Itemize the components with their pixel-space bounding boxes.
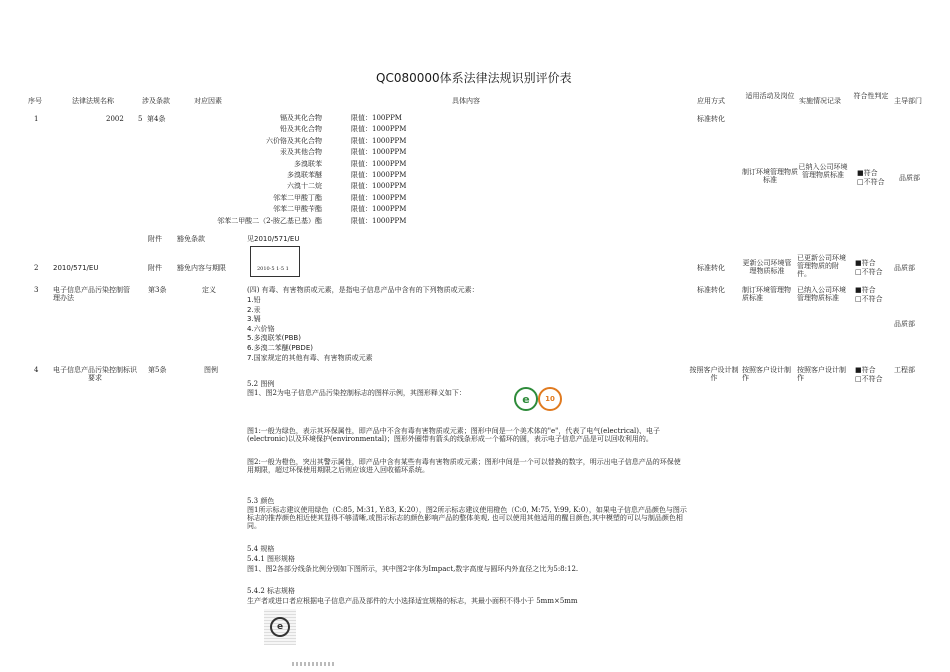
row4-clause: 第5条 [148,366,167,374]
row3-list-item: 6.多溴二苯醚(PBDE) [247,344,313,352]
row2-check-yes: ■符合 [855,259,876,267]
appendix-label: 附件 [148,235,162,243]
row4-s542-title: 5.4.2 标志规格 [247,587,296,595]
row4-s52-text: 图1、图2为电子信息产品污染控制标志的图样示例，其图形释义如下： [247,389,466,397]
row3-dept: 品质部 [894,320,915,328]
row3-list-item: 7.国家规定的其他有毒、有害物质或元素 [247,353,373,362]
header-content: 具体内容 [452,97,480,105]
row1-substance-name: 邻苯二甲酸苄酯 [273,205,322,214]
row1-substance-limit: 限值：100PPM [351,114,402,122]
row1-substance-limit: 限值：1000PPM [351,171,407,179]
row4-s541-text: 图1、图2各部分线条比例分别如下图所示，其中图2字体为Impact,数字高度与圆环内外直径之比为5:8:12. [247,565,579,573]
row1-substance-name: 多溴联苯醚 [287,171,322,179]
row1-substance-limit: 限值：1000PPM [351,125,407,134]
header-clause: 涉及条款 [142,97,170,105]
row3-list-item: 4.六价铬 [247,324,275,333]
row1-substance-limit: 限值：1000PPM [351,136,407,145]
row1-substance-limit: 限值：1000PPM [351,159,407,168]
row4-para1: 图1:一般为绿色，表示其环保属性，即产品中不含有毒有害物质或元素；图形中间是一个美术体的"e"，代表了电气(electrical)、电子(electronic)以及环境保护(environmental)；图形外圈带有箭头的线条形成一个循环的圆，表示电子信息产品是可以回收利用的。 [247,427,661,443]
pollution-control-green-logo: e [514,387,538,411]
row4-record: 按照客户设计制作 [797,366,846,382]
row3-record: 已纳入公司环境管理物质标准 [797,286,846,302]
row3-factor: 定义 [202,286,216,294]
header-seq: 序号 [28,97,42,105]
row1-seq: 1 [34,115,39,123]
header-law-name: 法律法规名称 [72,97,114,105]
row2-factor: 豁免内容与期限 [177,264,226,272]
row2-dept: 品质部 [894,264,915,272]
appendix-content: 见2010/571/EU [247,235,300,243]
row1-record: 已纳入公司环境管理物质标准 [798,163,848,179]
row3-seq: 3 [34,286,39,294]
row4-dept: 工程部 [894,366,915,374]
row1-substance-name: 汞及其他合物 [280,148,322,157]
header-compliance: 符合性判定 [853,92,889,100]
logo-spec-e-icon: e [270,617,290,637]
row1-check-yes: ■符合 [857,169,878,177]
header-method: 应用方式 [697,97,725,105]
row4-para2: 图2:一般为橙色，突出其警示属性，即产品中含有某些有毒有害物质或元素；图形中间是一个可以替换的数字，明示出电子信息产品的环保使用期限，超过环保使用期限之后则应该进入回收循环系统。 [247,458,681,474]
row4-seq: 4 [34,366,39,374]
row3-list-item: 5.多溴联苯(PBB) [247,334,301,343]
row3-check-no: □不符合 [855,295,883,303]
row2-law: 2010/571/EU [53,264,99,272]
row1-substance-limit: 限值：1000PPM [351,193,407,202]
row3-activity: 制订环境管理物质标准 [742,286,791,302]
row2-method: 标准转化 [697,264,725,272]
row4-check-yes: ■符合 [855,366,876,374]
row1-substance-name: 邻苯二甲酸丁酯 [273,193,322,202]
appendix-factor: 豁免条款 [177,235,205,243]
row4-factor: 图例 [204,366,218,374]
row2-seq: 2 [34,264,39,272]
header-factor: 对应因素 [194,97,222,105]
row4-law: 电子信息产品污染控制标识要求 [53,366,137,382]
row1-substance-limit: 限值：1000PPM [351,205,407,214]
row3-list-item: 3.镉 [247,315,261,324]
row3-content-intro: (四) 有毒、有害物质或元素，是指电子信息产品中含有的下列物质或元素： [247,286,479,294]
row4-s53-text: 图1所示标志建议使用绿色（C:85, M:31, Y:83, K:20），图2所示标志建议使用橙色（C:0, M:75, Y:99, K:0），如果电子信息产品颜色与图示标志的推荐颜色相近使其显得不够清晰,或图示标志的颜色影响产品的整体美观, 也可以使用其他适用的醒目颜色,其中模塑的可以与制品颜色相同。 [247,506,687,530]
row1-substance-name: 多溴联苯 [294,159,322,168]
header-activity: 适用活动及岗位 [745,92,795,100]
row3-list-item: 2.汞 [247,305,261,314]
decorative-divider [292,662,334,666]
row1-check-no: □不符合 [857,178,885,186]
row2-check-no: □不符合 [855,268,883,276]
row4-s53-title: 5.3 颜色 [247,497,275,505]
row4-check-no: □不符合 [855,375,883,383]
logo-spec-image [264,609,296,645]
row1-substance-limit: 限值：1000PPM [351,148,407,157]
row1-activity: 制订环境管理物质标准 [742,168,798,184]
row1-substance-name: 镉及其化合物 [280,114,322,122]
row4-method: 按照客户设计制作 [689,366,739,382]
row3-method: 标准转化 [697,286,725,294]
row3-clause: 第3条 [148,286,167,294]
row2-document-stamp: 2010·5 1·5 1 [250,246,300,277]
row3-list-item: 1.铅 [247,296,261,304]
row1-substance-name: 六溴十二烷 [287,182,322,191]
row3-law: 电子信息产品污染控制管理办法 [53,286,130,302]
row1-substance-name: 六价铬及其化合物 [266,136,322,145]
row4-s542-text: 生产者或进口者应根据电子信息产品及部件的大小选择适宜规格的标志，其最小面积不得小于 5mm×5mm [247,597,578,605]
row1-substance-name: 邻苯二甲酸二（2-胺乙基已基）酯 [217,216,322,225]
header-lead-dept: 主导部门 [894,97,922,105]
row1-year: 2002 [106,115,124,123]
row2-clause: 附件 [148,264,162,272]
row1-clause: 第4条 [147,115,166,123]
row2-activity: 更新公司环境管理物质标准 [742,259,792,275]
header-record: 实施情况记录 [799,97,841,105]
row4-s54-title: 5.4 规格 [247,545,275,553]
row1-substance-limit: 限值：1000PPM [351,182,407,191]
row4-s52-title: 5.2 图例 [247,380,275,388]
row1-substance-name: 铅及其化合物 [280,125,322,134]
row3-check-yes: ■符合 [855,286,876,294]
row4-activity: 按照客户设计制作 [742,366,791,382]
page-title: QC080000体系法律法规识别评价表 [376,71,572,85]
row1-num: 5 [138,115,143,123]
row1-substance-limit: 限值：1000PPM [351,216,407,225]
row2-record: 已更新公司环境管理物质的附件。 [797,254,846,278]
row1-dept: 品质部 [899,174,920,182]
row4-s541-title: 5.4.1 图形规格 [247,555,296,563]
pollution-control-orange-logo: 10 [538,387,562,411]
row1-method: 标准转化 [697,115,725,123]
